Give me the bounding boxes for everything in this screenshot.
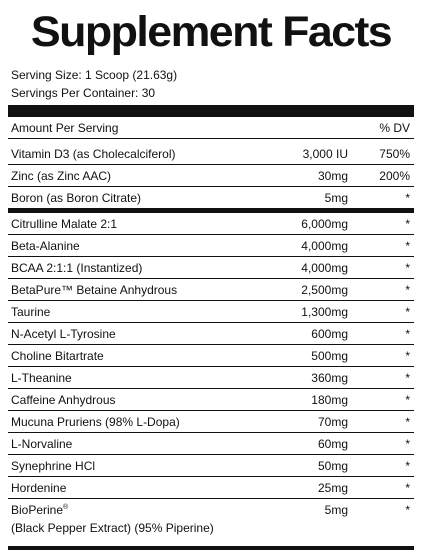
ingredient-name: Beta-Alanine [11, 239, 80, 253]
ingredient-dv: 750% [379, 147, 410, 161]
ingredients-list [8, 213, 414, 539]
ingredient-name: Hordenine [11, 481, 67, 495]
serving-size: Serving Size: 1 Scoop (21.63g) [11, 68, 178, 82]
ingredient-amount: 25mg [317, 481, 348, 495]
ingredient-dv: * [405, 459, 410, 473]
ingredient-subname: (Black Pepper Extract) (95% Piperine) [11, 521, 214, 535]
ingredient-name: Vitamin D3 (as Cholecalciferol) [11, 147, 176, 161]
ingredient-amount: 4,000mg [301, 261, 348, 275]
table-row [8, 301, 414, 323]
ingredient-dv: * [405, 371, 410, 385]
table-row [8, 477, 414, 499]
ingredient-name: Taurine [11, 305, 51, 319]
vitamins-list [8, 143, 414, 209]
ingredient-dv: * [405, 349, 410, 363]
ingredient-dv: 200% [379, 169, 410, 183]
ingredient-amount: 30mg [317, 169, 348, 183]
table-row [8, 389, 414, 411]
table-row [8, 367, 414, 389]
ingredient-dv: * [405, 327, 410, 341]
bottom-thick-rule [8, 546, 414, 550]
table-row [8, 257, 414, 279]
ingredient-dv: * [405, 191, 410, 205]
ingredient-name: L-Theanine [11, 371, 72, 385]
ingredient-amount: 6,000mg [301, 217, 348, 231]
table-row [8, 455, 414, 477]
ingredient-name: Choline Bitartrate [11, 349, 104, 363]
ingredient-name: Caffeine Anhydrous [11, 393, 116, 407]
bioperine-name: BioPerine [11, 503, 64, 517]
ingredient-dv: * [405, 437, 410, 451]
column-header-row [8, 118, 414, 138]
daily-value-label: % DV [379, 121, 410, 135]
ingredient-amount: 5mg [324, 191, 348, 205]
ingredient-amount: 500mg [311, 349, 348, 363]
ingredient-amount: 3,000 IU [302, 147, 348, 161]
table-row [8, 323, 414, 345]
ingredient-dv: * [405, 283, 410, 297]
ingredient-amount: 1,300mg [301, 305, 348, 319]
ingredient-amount: 2,500mg [301, 283, 348, 297]
top-thick-rule [8, 105, 414, 117]
table-row [8, 235, 414, 257]
ingredient-dv: * [405, 415, 410, 429]
header-divider [8, 138, 414, 139]
amount-per-serving-label: Amount Per Serving [11, 121, 119, 135]
ingredient-name: BetaPure™ Betaine Anhydrous [11, 283, 178, 297]
ingredient-name: BCAA 2:1:1 (Instantized) [11, 261, 143, 275]
ingredient-name: L-Norvaline [11, 437, 73, 451]
ingredient-amount: 180mg [311, 393, 348, 407]
ingredient-amount: 5mg [324, 503, 348, 517]
table-row [8, 187, 414, 209]
ingredient-amount: 70mg [317, 415, 348, 429]
ingredient-amount: 50mg [317, 459, 348, 473]
ingredient-dv: * [405, 239, 410, 253]
ingredient-amount: 360mg [311, 371, 348, 385]
ingredient-name: N-Acetyl L-Tyrosine [11, 327, 116, 341]
ingredient-amount: 60mg [317, 437, 348, 451]
servings-per-container: Servings Per Container: 30 [11, 86, 156, 100]
ingredient-name: Mucuna Pruriens (98% L-Dopa) [11, 415, 180, 429]
registered-mark: ® [63, 504, 69, 511]
ingredient-dv: * [405, 305, 410, 319]
table-row [8, 499, 414, 539]
table-row [8, 433, 414, 455]
ingredient-dv: * [405, 217, 410, 231]
table-row [8, 213, 414, 235]
ingredient-dv: * [405, 503, 410, 517]
ingredient-dv: * [405, 481, 410, 495]
ingredient-name: Zinc (as Zinc AAC) [11, 169, 112, 183]
table-row [8, 279, 414, 301]
ingredient-name: Citrulline Malate 2:1 [11, 217, 118, 231]
ingredient-amount: 4,000mg [301, 239, 348, 253]
table-row [8, 165, 414, 187]
ingredient-name: Synephrine HCl [11, 459, 96, 473]
panel-title: Supplement Facts [30, 8, 392, 56]
table-row [8, 345, 414, 367]
ingredient-amount: 600mg [311, 327, 348, 341]
ingredient-dv: * [405, 261, 410, 275]
table-row [8, 143, 414, 165]
supplement-facts-panel [8, 0, 414, 550]
ingredient-name [11, 503, 68, 517]
ingredient-dv: * [405, 393, 410, 407]
table-row [8, 411, 414, 433]
ingredient-name: Boron (as Boron Citrate) [11, 191, 142, 205]
